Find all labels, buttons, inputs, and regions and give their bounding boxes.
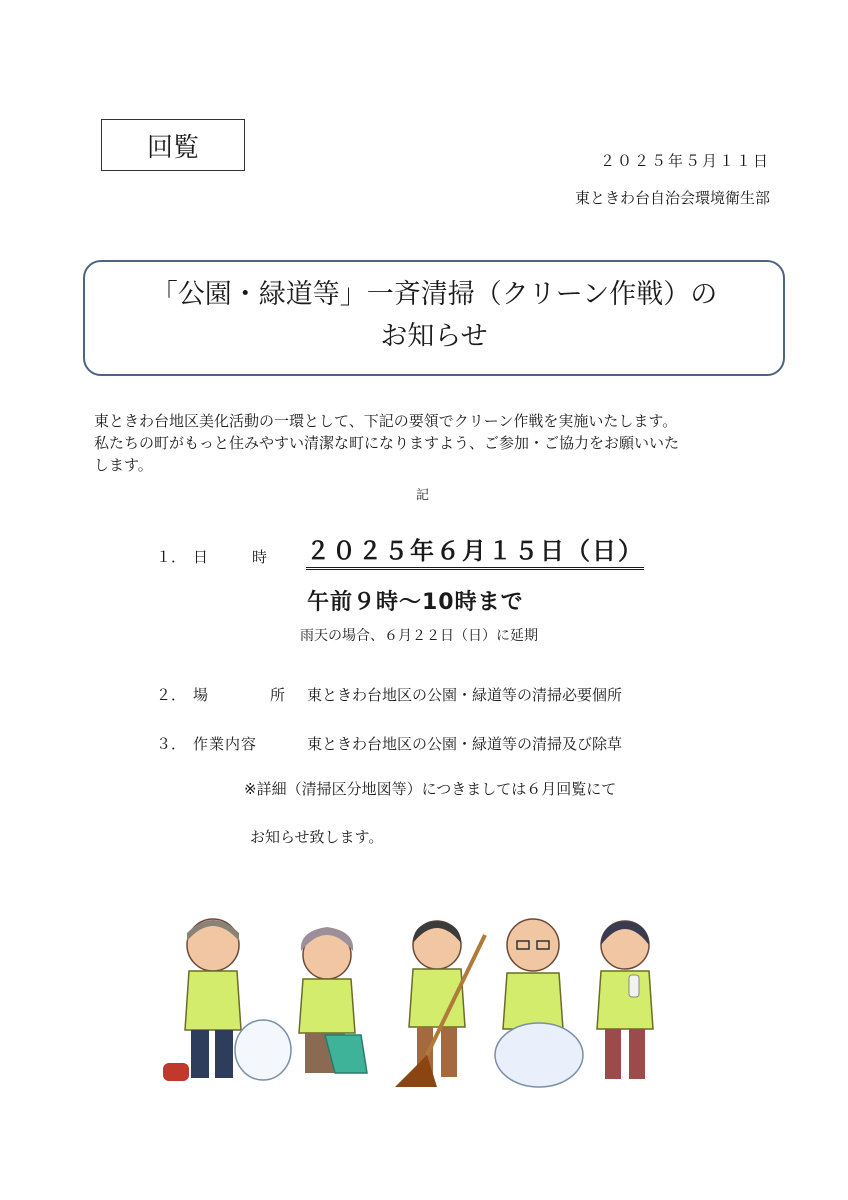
item1-label-a: 日	[193, 548, 209, 566]
item2-label-a: 場	[193, 686, 209, 704]
item2-label-b: 所	[270, 686, 286, 704]
intro-line-1: 東ときわ台地区美化活動の一環として、下記の要領でクリーン作戦を実施いたします。	[94, 412, 678, 430]
item1-number: １．	[156, 548, 187, 566]
volunteer-4-with-glasses	[495, 919, 583, 1087]
work-content-value: 東ときわ台地区の公園・緑道等の清掃及び除草	[307, 735, 623, 753]
note-line-1: ※詳細（清掃区分地図等）につきましては６月回覧にて	[244, 780, 617, 798]
item1-label-b: 時	[252, 548, 268, 566]
title-line-1: 「公園・緑道等」一斉清掃（クリーン作戦）の	[150, 279, 718, 310]
event-date: ２０２５年６月１５日（日）	[306, 536, 644, 570]
event-time: 午前９時～10時まで	[307, 590, 524, 615]
item3-number: ３．	[156, 735, 187, 753]
issue-date: ２０２５年５月１１日	[599, 152, 770, 170]
circulation-stamp: 回覧	[101, 119, 245, 171]
intro-line-3: します。	[94, 456, 153, 474]
rain-postponement: 雨天の場合、６月２２日（日）に延期	[300, 628, 538, 644]
item2-number: ２．	[156, 686, 187, 704]
location-value: 東ときわ台地区の公園・緑道等の清掃必要個所	[307, 686, 623, 704]
cleanup-volunteers-illustration	[155, 905, 675, 1105]
intro-paragraph	[94, 410, 774, 476]
note-line-2: お知らせ致します。	[250, 828, 384, 846]
volunteer-3-with-broom	[395, 921, 485, 1087]
title-line-2: お知らせ	[380, 321, 488, 352]
item3-label: 作業内容	[193, 735, 258, 753]
issuing-organization: 東ときわ台自治会環境衛生部	[574, 189, 770, 207]
volunteer-2-with-dustpan	[299, 927, 367, 1073]
volunteer-1-with-bag	[163, 919, 291, 1081]
intro-line-2: 私たちの町がもっと住みやすい清潔な町になりますよう、ご参加・ご協力をお願いいた	[94, 434, 680, 452]
title-box	[83, 260, 785, 376]
volunteer-5-with-bottle	[597, 921, 653, 1079]
ki-mark: 記	[416, 488, 430, 503]
